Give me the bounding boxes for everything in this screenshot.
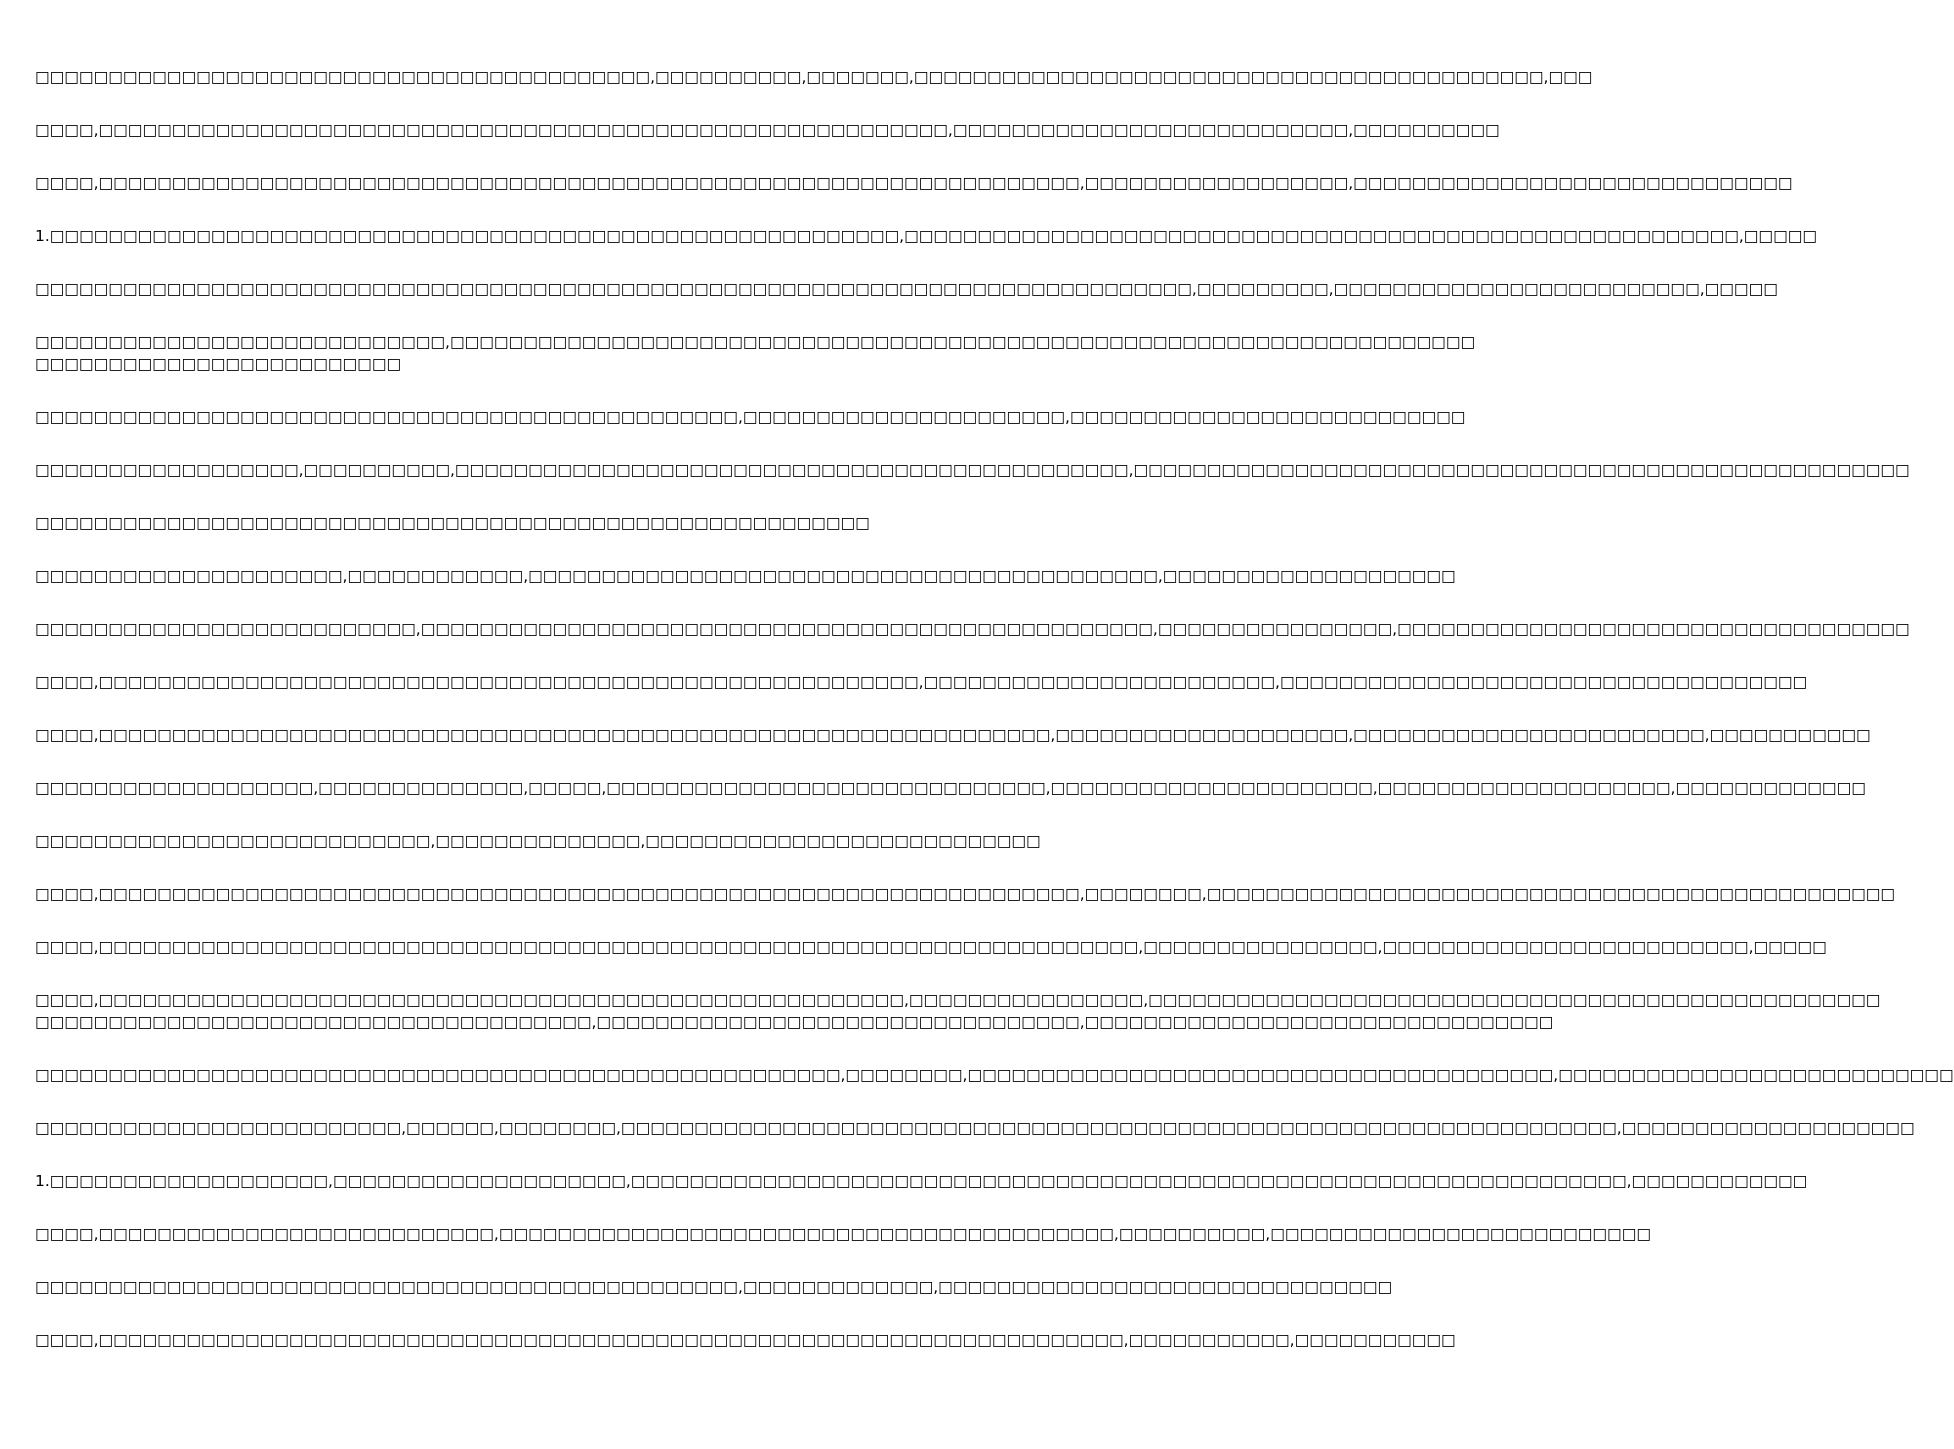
- paragraph-line: □□□□□□□□□□□□□□□□□□□□□□□□□□,□□□□□□□□□□□□□□□□□□□□□□□□□□□□□□□□□□□□□□□□□□□□□□□□□□,□□□□□□□□□□□□□□□□,□□□□□□□□□□□□□□□□□□□□□□□□□□□□□□□□□□□: [35, 620, 1910, 638]
- paragraph: [35, 225, 1818, 247]
- paragraph-line: □□□□□□□□□□□□□□□□□□□□□□□□□□□,□□□□□□□□□□□□□□,□□□□□□□□□□□□□□□□□□□□□□□□□□□: [35, 832, 1041, 850]
- paragraph-line: □□□□□□□□□□□□□□□□□□□□□□□□□□□□□□□□□□□□□□□□□□□□□□□□,□□□□□□□□□□□□□□□□□□□□□□,□□□□□□□□□□□□□□□□□□□□□□□□□□□: [35, 408, 1466, 426]
- paragraph-line: □□□□,□□□□□□□□□□□□□□□□□□□□□□□□□□□□□□□□□□□□□□□□□□□□□□□□□□□□□□□□□□,□□□□□□□□□□□□□□□□□□□□□□□□□□□,□□□□□□□□□□: [35, 121, 1500, 139]
- paragraph-line: □□□□,□□□□□□□□□□□□□□□□□□□□□□□□□□□□□□□□□□□□□□□□□□□□□□□□□□□□□□□□,□□□□□□□□□□□□□□□□□□□□□□□□,□□□□□□□□□□□□□□□□□□□□□□□□□□□□□□□□□□□□: [35, 673, 1808, 691]
- paragraph: [35, 936, 1827, 958]
- paragraph: [35, 724, 1871, 746]
- paragraph: [35, 1329, 1456, 1351]
- document-body: [35, 66, 1954, 1382]
- paragraph: [35, 1170, 1808, 1192]
- paragraph-line: □□□□□□□□□□□□□□□□□□□□□□□□□□□□□□□□□□□□□□□□□□□□□□□□□□□□□□□□□: [35, 514, 870, 532]
- paragraph-line: □□□□□□□□□□□□□□□□□□□□□□□□□□□□,□□□□□□□□□□□□□□□□□□□□□□□□□□□□□□□□□□□□□□□□□□□□□□□□□□□□□□□□□□□□□□□□□□□□□□: [35, 333, 1476, 351]
- paragraph-line: □□□□□□□□□□□□□□□□□□□□□□□□□□□□□□□□□□□□□□□□□□,□□□□□□□□□□,□□□□□□□,□□□□□□□□□□□□□□□□□□□□□□□□□□□□□□□□□□□□□□□□□□□,□□□: [35, 68, 1593, 86]
- paragraph-line: □□□□□□□□□□□□□□□□□□□□□□□□□□□□□□□□□□□□□□□□□□□□□□□□□□□□□□□□□□□□□□□□□□□□□□□□□□□□□□□,□□□□□□□□□,□□□□□□□□□□□□□□□□□□□□□□□□□,□□□□□: [35, 280, 1778, 298]
- paragraph: [35, 618, 1910, 640]
- paragraph-line: 1.□□□□□□□□□□□□□□□□□□□,□□□□□□□□□□□□□□□□□□□□,□□□□□□□□□□□□□□□□□□□□□□□□□□□□□□□□□□□□□□□□□□□□□□□□□□□□□□□□□□□□□□□□□□□□,□□□□□□□□□□□□: [35, 1172, 1808, 1190]
- paragraph: [35, 1223, 1651, 1245]
- paragraph-line: □□□□,□□□□□□□□□□□□□□□□□□□□□□□□□□□□□□□□□□□□□□□□□□□□□□□□□□□□□□□□□□□□□□□□□□□□□□,□□□□□□□□□□□,□□□□□□□□□□□: [35, 1331, 1456, 1349]
- paragraph: [35, 989, 1881, 1033]
- paragraph: [35, 66, 1593, 88]
- paragraph: [35, 671, 1808, 693]
- paragraph-line: □□□□,□□□□□□□□□□□□□□□□□□□□□□□□□□□,□□□□□□□□□□□□□□□□□□□□□□□□□□□□□□□□□□□□□□□□□□,□□□□□□□□□□,□□□□□□□□□□□□□□□□□□□□□□□□□□: [35, 1225, 1651, 1243]
- paragraph: [35, 331, 1476, 375]
- paragraph: [35, 119, 1500, 141]
- paragraph: [35, 406, 1466, 428]
- paragraph: [35, 830, 1041, 852]
- paragraph-line: □□□□,□□□□□□□□□□□□□□□□□□□□□□□□□□□□□□□□□□□□□□□□□□□□□□□□□□□□□□□□□□□□□□□□□□□□□□□,□□□□□□□□□□□□□□□□,□□□□□□□□□□□□□□□□□□□□□□□□□,□□□□□: [35, 938, 1827, 956]
- paragraph-line: □□□□□□□□□□□□□□□□□□□□□□□□□: [35, 355, 402, 373]
- paragraph-line: □□□□,□□□□□□□□□□□□□□□□□□□□□□□□□□□□□□□□□□□□□□□□□□□□□□□□□□□□□□□□□□□□□□□□□□□,□□□□□□□□,□□□□□□□□□□□□□□□□□□□□□□□□□□□□□□□□□□□□□□□□□□□□□□□: [35, 885, 1896, 903]
- paragraph-line: □□□□□□□□□□□□□□□□□□□□□□□□□,□□□□□□,□□□□□□□□,□□□□□□□□□□□□□□□□□□□□□□□□□□□□□□□□□□□□□□□□□□□□□□□□□□□□□□□□□□□□□□□□□□□□,□□□□□□□□□□□□□□□□□□□□: [35, 1119, 1915, 1137]
- paragraph: [35, 1064, 1954, 1086]
- paragraph-line: □□□□□□□□□□□□□□□□□□□,□□□□□□□□□□□□□□,□□□□□,□□□□□□□□□□□□□□□□□□□□□□□□□□□□□□,□□□□□□□□□□□□□□□□□□□□□□,□□□□□□□□□□□□□□□□□□□□,□□□□□□□□□□□□□: [35, 779, 1866, 797]
- paragraph-line: 1.□□□□□□□□□□□□□□□□□□□□□□□□□□□□□□□□□□□□□□□□□□□□□□□□□□□□□□□□□□,□□□□□□□□□□□□□□□□□□□□□□□□□□□□□□□□□□□□□□□□□□□□□□□□□□□□□□□□□,□□□□□: [35, 227, 1818, 245]
- paragraph: [35, 777, 1866, 799]
- paragraph-line: □□□□,□□□□□□□□□□□□□□□□□□□□□□□□□□□□□□□□□□□□□□□□□□□□□□□□□□□□□□□,□□□□□□□□□□□□□□□□,□□□□□□□□□□□□□□□□□□□□□□□□□□□□□□□□□□□□□□□□□□□□□□□□□□: [35, 991, 1881, 1009]
- paragraph: [35, 278, 1778, 300]
- paragraph: [35, 1117, 1915, 1139]
- paragraph-line: □□□□□□□□□□□□□□□□□□□□□□□□□□□□□□□□□□□□□□□□□□□□□□□□,□□□□□□□□□□□□□,□□□□□□□□□□□□□□□□□□□□□□□□□□□□□□□: [35, 1278, 1393, 1296]
- paragraph-line: □□□□□□□□□□□□□□□□□□□□□□□□□□□□□□□□□□□□□□□□□□□□□□□□□□□□□□□,□□□□□□□□,□□□□□□□□□□□□□□□□□□□□□□□□□□□□□□□□□□□□□□□□,□□□□□□□□□□□□□□□□□□□□□□□□□□□: [35, 1066, 1954, 1084]
- paragraph-line: □□□□,□□□□□□□□□□□□□□□□□□□□□□□□□□□□□□□□□□□□□□□□□□□□□□□□□□□□□□□□□□□□□□□□□□□,□□□□□□□□□□□□□□□□□□,□□□□□□□□□□□□□□□□□□□□□□□□□□□□□□: [35, 174, 1793, 192]
- paragraph-line: □□□□□□□□□□□□□□□□□□□□□□□□□□□□□□□□□□□□□□,□□□□□□□□□□□□□□□□□□□□□□□□□□□□□□□□□,□□□□□□□□□□□□□□□□□□□□□□□□□□□□□□□□: [35, 1013, 1554, 1031]
- paragraph: [35, 512, 989, 534]
- paragraph: [35, 883, 1896, 905]
- paragraph: [35, 565, 1456, 587]
- paragraph-line: □□□□,□□□□□□□□□□□□□□□□□□□□□□□□□□□□□□□□□□□□□□□□□□□□□□□□□□□□□□□□□□□□□□□□□,□□□□□□□□□□□□□□□□□□□□,□□□□□□□□□□□□□□□□□□□□□□□□,□□□□□□□□□□□: [35, 726, 1871, 744]
- paragraph: [35, 459, 1910, 481]
- paragraph-line: □□□□□□□□□□□□□□□□□□□□□,□□□□□□□□□□□□,□□□□□□□□□□□□□□□□□□□□□□□□□□□□□□□□□□□□□□□□□□□,□□□□□□□□□□□□□□□□□□□□: [35, 567, 1456, 585]
- paragraph: [35, 172, 1793, 194]
- paragraph-line: □□□□□□□□□□□□□□□□□□,□□□□□□□□□□,□□□□□□□□□□□□□□□□□□□□□□□□□□□□□□□□□□□□□□□□□□□□□□,□□□□□□□□□□□□□□□□□□□□□□□□□□□□□□□□□□□□□□□□□□□□□□□□□□□□□: [35, 461, 1910, 479]
- paragraph: [35, 1276, 1393, 1298]
